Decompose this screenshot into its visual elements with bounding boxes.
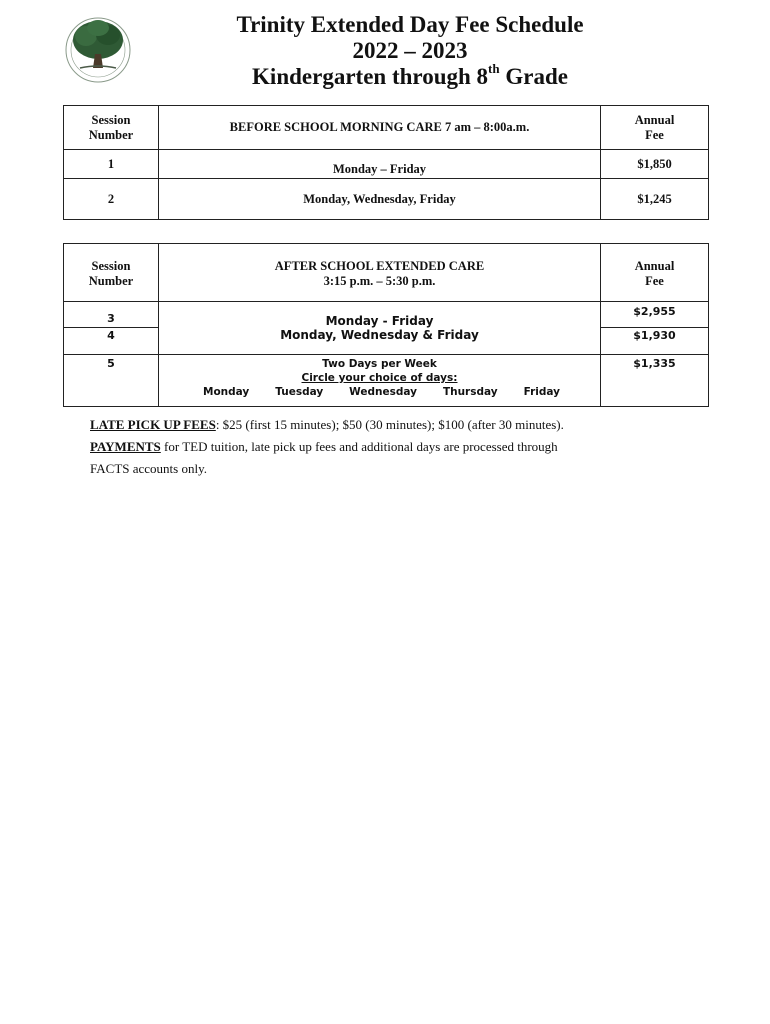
- session-days: [159, 355, 601, 407]
- session-fee: $1,335: [601, 355, 709, 407]
- title-line-2: 2022 – 2023: [352, 38, 468, 63]
- day-choice[interactable]: Tuesday: [275, 386, 324, 398]
- table-row: [64, 355, 709, 407]
- annual-fee-header: Annual Fee: [601, 244, 709, 302]
- session-number-header: Session Number: [64, 244, 159, 302]
- session-number: 5: [64, 355, 159, 407]
- session-fee: $1,245: [601, 179, 709, 220]
- after-school-table: [63, 243, 709, 407]
- table-row: [64, 328, 709, 355]
- session-fee: $1,930: [601, 328, 709, 355]
- title-line-1: Trinity Extended Day Fee Schedule: [236, 12, 584, 37]
- page-title: [160, 12, 660, 90]
- session-number: 4: [64, 328, 159, 355]
- day-choice[interactable]: Wednesday: [349, 386, 417, 398]
- title-line-3: Kindergarten through 8th Grade: [252, 61, 568, 89]
- table-row: [64, 302, 709, 328]
- day-choice[interactable]: Thursday: [442, 386, 498, 398]
- session-number: 3: [64, 302, 159, 328]
- day-choices: [159, 385, 600, 399]
- session-fee: $1,850: [601, 150, 709, 179]
- session-days: Monday, Wednesday, Friday: [159, 179, 601, 220]
- fee-notes: [90, 414, 690, 480]
- before-school-header: BEFORE SCHOOL MORNING CARE 7 am – 8:00a.m.: [159, 106, 601, 150]
- circle-instruction: Circle your choice of days:: [301, 372, 458, 384]
- session-days: Monday - Friday: [159, 302, 601, 328]
- day-choice[interactable]: Friday: [523, 386, 560, 398]
- payments-note: PAYMENTS for TED tuition, late pick up fees and additional days are processed through: [90, 439, 558, 454]
- session-number: 2: [64, 179, 159, 220]
- two-days-label: Two Days per Week: [322, 358, 437, 370]
- session-number: 1: [64, 150, 159, 179]
- after-school-header: AFTER SCHOOL EXTENDED CARE 3:15 p.m. – 5:30 p.m.: [159, 244, 601, 302]
- table-row: [64, 179, 709, 220]
- table-row: [64, 150, 709, 179]
- session-days: Monday – Friday: [159, 150, 601, 179]
- before-school-table: [63, 105, 709, 220]
- day-choice[interactable]: Monday: [203, 386, 250, 398]
- session-number-header: Session Number: [64, 106, 159, 150]
- annual-fee-header: Annual Fee: [601, 106, 709, 150]
- late-fees-note: LATE PICK UP FEES: $25 (first 15 minutes); $50 (30 minutes); $100 (after 30 minutes).: [90, 417, 564, 432]
- school-logo: [64, 16, 132, 84]
- session-days: Monday, Wednesday & Friday: [159, 328, 601, 355]
- session-fee: $2,955: [601, 302, 709, 328]
- payments-note-cont: FACTS accounts only.: [90, 461, 207, 476]
